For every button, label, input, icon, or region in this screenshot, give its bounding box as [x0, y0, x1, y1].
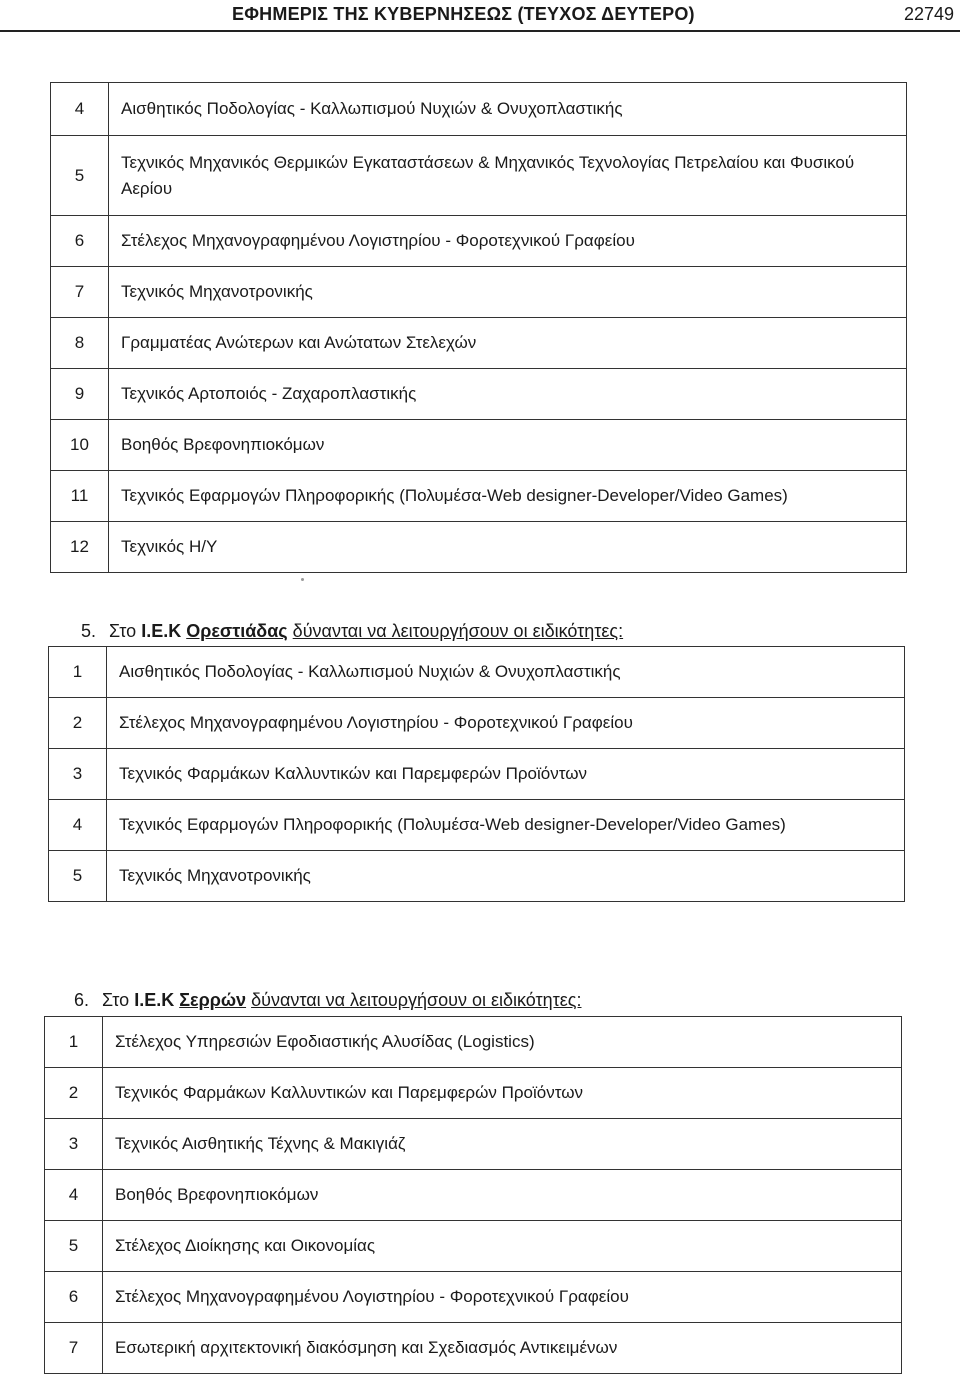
specialties-table-continued [50, 82, 907, 573]
row-specialty: Εσωτερική αρχιτεκτονική διακόσμηση και Σχεδιασμός Αντικειμένων [103, 1323, 902, 1374]
table-row [45, 1119, 902, 1170]
table-row [49, 851, 905, 902]
row-number: 1 [49, 647, 107, 698]
row-number: 9 [51, 369, 109, 420]
row-specialty: Βοηθός Βρεφονηπιοκόμων [109, 420, 907, 471]
institution-abbrev: Ι.Ε.Κ [141, 621, 182, 641]
row-specialty: Τεχνικός Μηχανοτρονικής [109, 267, 907, 318]
row-specialty: Αισθητικός Ποδολογίας - Καλλωπισμού Νυχιών & Ονυχοπλαστικής [107, 647, 905, 698]
table-row [51, 522, 907, 573]
row-number: 10 [51, 420, 109, 471]
table-row [45, 1068, 902, 1119]
row-number: 11 [51, 471, 109, 522]
section-prefix: Στο [102, 990, 130, 1010]
table-row [45, 1323, 902, 1374]
row-specialty: Τεχνικός Εφαρμογών Πληροφορικής (Πολυμέσα-Web designer-Developer/Video Games) [107, 800, 905, 851]
table-row [51, 471, 907, 522]
page-header [0, 0, 960, 32]
scan-speck [301, 578, 304, 581]
section-5-table [48, 646, 905, 902]
table-row [45, 1272, 902, 1323]
table-row [49, 749, 905, 800]
table-row [51, 136, 907, 216]
row-number: 4 [49, 800, 107, 851]
institution-city: Ορεστιάδας [186, 621, 288, 641]
institution-abbrev: Ι.Ε.Κ [134, 990, 175, 1010]
row-specialty: Στέλεχος Μηχανογραφημένου Λογιστηρίου - Φοροτεχνικού Γραφείου [103, 1272, 902, 1323]
row-number: 5 [49, 851, 107, 902]
row-specialty: Αισθητικός Ποδολογίας - Καλλωπισμού Νυχιών & Ονυχοπλαστικής [109, 83, 907, 136]
row-number: 5 [45, 1221, 103, 1272]
page-number: 22749 [903, 4, 954, 24]
table-row [51, 267, 907, 318]
table-row [51, 318, 907, 369]
row-specialty: Τεχνικός Αισθητικής Τέχνης & Μακιγιάζ [103, 1119, 902, 1170]
table-row [49, 647, 905, 698]
table-row [45, 1221, 902, 1272]
row-number: 6 [45, 1272, 103, 1323]
row-number: 8 [51, 318, 109, 369]
row-number: 6 [51, 216, 109, 267]
row-number: 7 [51, 267, 109, 318]
row-number: 4 [45, 1170, 103, 1221]
row-specialty: Βοηθός Βρεφονηπιοκόμων [103, 1170, 902, 1221]
row-number: 1 [45, 1017, 103, 1068]
row-specialty: Τεχνικός Εφαρμογών Πληροφορικής (Πολυμέσα-Web designer-Developer/Video Games) [109, 471, 907, 522]
row-number: 2 [45, 1068, 103, 1119]
section-suffix: δύνανται να λειτουργήσουν οι ειδικότητες: [292, 621, 624, 641]
row-specialty: Γραμματέας Ανώτερων και Ανώτατων Στελεχών [109, 318, 907, 369]
table-row [49, 800, 905, 851]
row-specialty: Τεχνικός Αρτοποιός - Ζαχαροπλαστικής [109, 369, 907, 420]
section-6-table [44, 1016, 902, 1374]
institution-city: Σερρών [179, 990, 247, 1010]
section-suffix: δύνανται να λειτουργήσουν οι ειδικότητες: [251, 990, 582, 1010]
row-number: 7 [45, 1323, 103, 1374]
table-row [49, 698, 905, 749]
section-6-heading [74, 990, 582, 1011]
table-row [51, 216, 907, 267]
row-number: 3 [45, 1119, 103, 1170]
row-specialty: Στέλεχος Διοίκησης και Οικονομίας [103, 1221, 902, 1272]
row-specialty: Στέλεχος Μηχανογραφημένου Λογιστηρίου - Φοροτεχνικού Γραφείου [109, 216, 907, 267]
table-row [45, 1170, 902, 1221]
section-number: 5. [81, 621, 97, 641]
row-specialty: Τεχνικός Μηχανικός Θερμικών Εγκαταστάσεων & Μηχανικός Τεχνολογίας Πετρελαίου και Φυσικού Αερίου [109, 136, 907, 216]
row-number: 12 [51, 522, 109, 573]
table-row [51, 420, 907, 471]
row-number: 3 [49, 749, 107, 800]
section-prefix: Στο [109, 621, 137, 641]
row-specialty: Τεχνικός Μηχανοτρονικής [107, 851, 905, 902]
row-specialty: Τεχνικός Φαρμάκων Καλλυντικών και Παρεμφερών Προϊόντων [103, 1068, 902, 1119]
row-number: 4 [51, 83, 109, 136]
table-row [51, 369, 907, 420]
row-specialty: Τεχνικός Η/Υ [109, 522, 907, 573]
section-5-heading [81, 621, 623, 642]
row-number: 5 [51, 136, 109, 216]
gazette-title: ΕΦΗΜΕΡΙΣ ΤΗΣ ΚΥΒΕΡΝΗΣΕΩΣ (ΤΕΥΧΟΣ ΔΕΥΤΕΡΟ) [232, 4, 695, 24]
row-number: 2 [49, 698, 107, 749]
section-number: 6. [74, 990, 90, 1010]
table-row [51, 83, 907, 136]
row-specialty: Στέλεχος Υπηρεσιών Εφοδιαστικής Αλυσίδας (Logistics) [103, 1017, 902, 1068]
row-specialty: Τεχνικός Φαρμάκων Καλλυντικών και Παρεμφερών Προϊόντων [107, 749, 905, 800]
table-row [45, 1017, 902, 1068]
row-specialty: Στέλεχος Μηχανογραφημένου Λογιστηρίου - Φοροτεχνικού Γραφείου [107, 698, 905, 749]
